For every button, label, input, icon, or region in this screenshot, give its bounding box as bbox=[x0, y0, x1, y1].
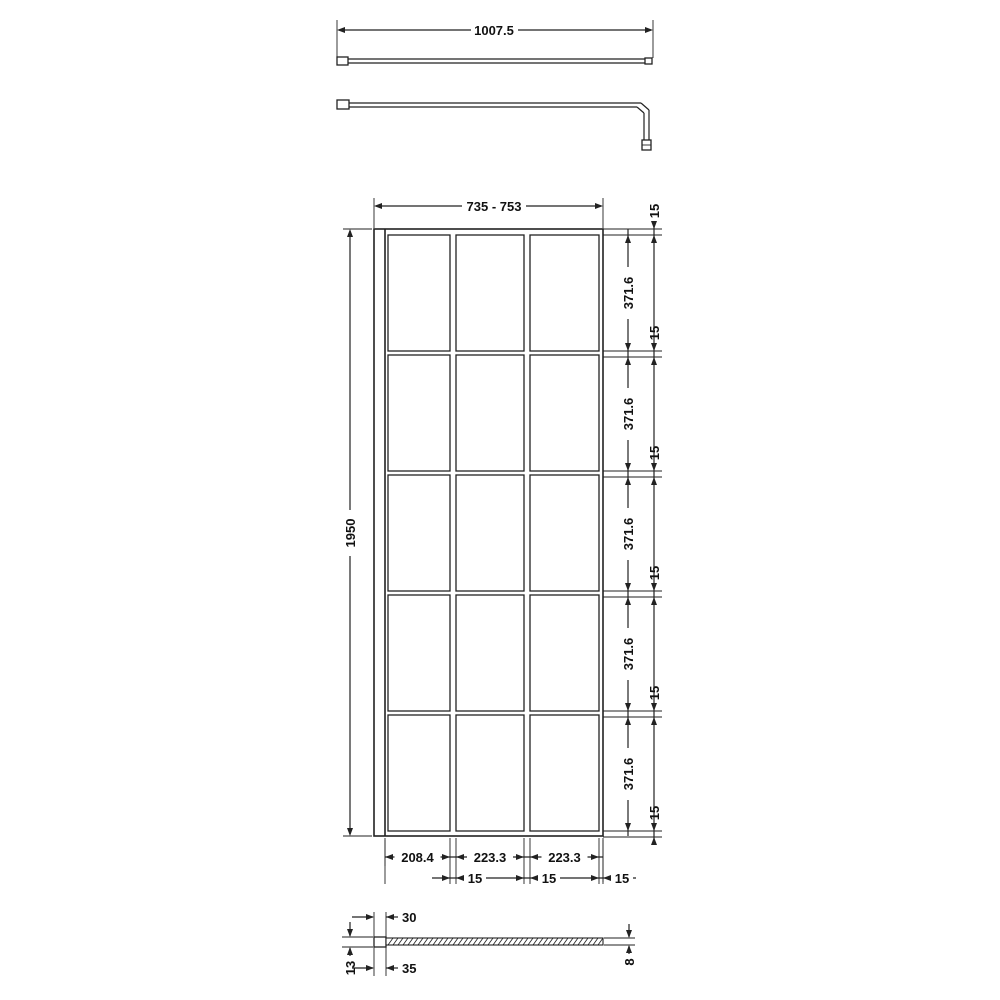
bar-width-label: 15 bbox=[614, 871, 630, 886]
bar-dim-label: 15 bbox=[647, 203, 662, 219]
glass-pane bbox=[530, 595, 599, 711]
section-top-label: 30 bbox=[402, 910, 417, 925]
glass-pane bbox=[530, 355, 599, 471]
bottom-dimension-chain bbox=[385, 838, 636, 886]
top-bar-plan-view bbox=[337, 57, 652, 65]
pane-height-label: 371.6 bbox=[621, 757, 636, 791]
glass-panes bbox=[388, 235, 599, 831]
pane-width-label: 208.4 bbox=[401, 850, 434, 865]
glass-pane bbox=[388, 715, 450, 831]
pane-height-label: 371.6 bbox=[621, 276, 636, 310]
glass-pane bbox=[456, 355, 524, 471]
pane-height-label: 371.6 bbox=[621, 397, 636, 431]
section-view bbox=[342, 910, 637, 976]
pane-width-label: 223.3 bbox=[548, 850, 581, 865]
glass-pane bbox=[456, 235, 524, 351]
glass-pane bbox=[388, 475, 450, 591]
glass-pane bbox=[388, 235, 450, 351]
section-bottom-label: 35 bbox=[402, 961, 417, 976]
panel-width-label: 735 - 753 bbox=[466, 199, 522, 214]
glass-pane bbox=[456, 475, 524, 591]
glass-pane bbox=[530, 715, 599, 831]
bar-dim-label: 15 bbox=[647, 685, 662, 701]
glass-pane bbox=[530, 235, 599, 351]
pane-height-label: 371.6 bbox=[621, 517, 636, 551]
glass-pane bbox=[388, 355, 450, 471]
wall-arm-view bbox=[337, 100, 651, 150]
shower-panel bbox=[374, 229, 603, 836]
bar-dim-label: 15 bbox=[647, 565, 662, 581]
section-left-label: 13 bbox=[343, 960, 358, 976]
glass-pane bbox=[530, 475, 599, 591]
right-dimension-chain bbox=[603, 204, 662, 845]
bar-dim-label: 15 bbox=[647, 805, 662, 821]
glass-pane bbox=[388, 595, 450, 711]
top-width-dimension bbox=[337, 20, 653, 58]
panel-height-dimension bbox=[343, 229, 372, 836]
top-width-label: 1007.5 bbox=[474, 23, 514, 38]
panel-height-label: 1950 bbox=[343, 518, 358, 548]
pane-width-label: 223.3 bbox=[473, 850, 507, 865]
section-right-label: 8 bbox=[622, 958, 637, 966]
glass-pane bbox=[456, 595, 524, 711]
bar-dim-label: 15 bbox=[647, 325, 662, 341]
bar-width-label: 15 bbox=[541, 871, 557, 886]
pane-height-label: 371.6 bbox=[621, 637, 636, 671]
bar-width-label: 15 bbox=[467, 871, 483, 886]
panel-width-dimension bbox=[374, 198, 603, 228]
bar-dim-label: 15 bbox=[647, 445, 662, 461]
glass-pane bbox=[456, 715, 524, 831]
